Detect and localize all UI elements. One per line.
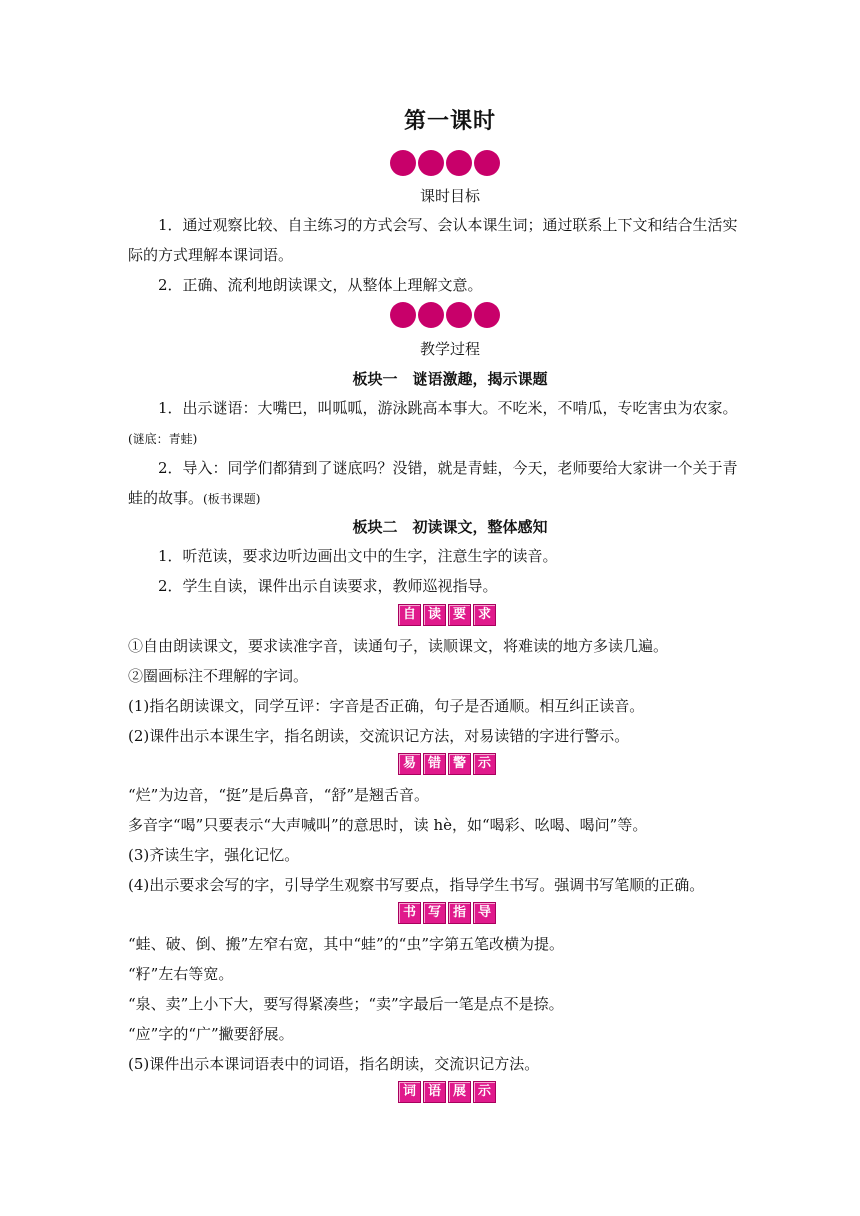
tag-char: 警 xyxy=(448,753,471,775)
goal-2: 2．正确、流利地朗读课文，从整体上理解文意。 xyxy=(158,276,483,294)
page-title: 第一课时 xyxy=(403,108,496,134)
step-2: (2)课件出示本课生字，指名朗读，交流识记方法，对易读错的字进行警示。 xyxy=(128,727,630,745)
writing-note-2: “籽”左右等宽。 xyxy=(128,965,234,983)
requirement-1: ①自由朗读课文，要求读准字音，读通句子，读顺课文，将难读的地方多读几遍。 xyxy=(128,637,669,655)
dot-icon xyxy=(474,302,500,328)
writing-note-3: “泉、卖”上小下大，要写得紧凑些；“卖”字最后一笔是点不是捺。 xyxy=(128,995,564,1013)
tag-char: 导 xyxy=(473,902,496,924)
tag-char: 语 xyxy=(423,1081,446,1103)
block2-paragraph-2: 2．学生自读，课件出示自读要求，教师巡视指导。 xyxy=(158,577,498,595)
decorative-dots xyxy=(390,146,502,180)
writing-note-1: “蛙、破、倒、搬”左窄右宽，其中“蛙”的“虫”字第五笔改横为提。 xyxy=(128,935,565,953)
intro-text: 2．导入：同学们都猜到了谜底吗？没错，就是青蛙，今天，老师要给大家讲一个关于青蛙的故事。 xyxy=(128,459,738,507)
tag-writing-guide xyxy=(398,902,496,924)
riddle-text: 1．出示谜语：大嘴巴，叫呱呱，游泳跳高本事大。不吃米，不啃瓜，专吃害虫为农家。 xyxy=(158,399,738,417)
goal-1: 1．通过观察比较、自主练习的方式会写、会认本课生词；通过联系上下文和结合生活实际的方式理解本课词语。 xyxy=(128,216,738,264)
tag-char: 展 xyxy=(448,1081,471,1103)
block1-heading: 板块一 谜语激趣，揭示课题 xyxy=(352,370,548,388)
tag-char: 自 xyxy=(398,604,421,626)
step-5: (5)课件出示本课词语表中的词语，指名朗读，交流识记方法。 xyxy=(128,1055,540,1073)
warning-2: 多音字“喝”只要表示“大声喊叫”的意思时，读 hè，如“喝彩、吆喝、喝问”等。 xyxy=(128,816,648,834)
dot-icon xyxy=(390,302,416,328)
tag-char: 错 xyxy=(423,753,446,775)
requirement-2: ②圈画标注不理解的字词。 xyxy=(128,667,309,685)
riddle-answer: (谜底：青蛙) xyxy=(128,432,198,446)
tag-char: 指 xyxy=(448,902,471,924)
tag-word-display xyxy=(398,1081,496,1103)
dot-icon xyxy=(474,150,500,176)
tag-char: 写 xyxy=(423,902,446,924)
block1-paragraph-1 xyxy=(128,393,748,454)
step-1: (1)指名朗读课文，同学互评：字音是否正确，句子是否通顺。相互纠正读音。 xyxy=(128,697,645,715)
tag-char: 书 xyxy=(398,902,421,924)
dot-icon xyxy=(446,150,472,176)
block2-paragraph-1: 1．听范读，要求边听边画出文中的生字，注意生字的读音。 xyxy=(158,547,558,565)
decorative-dots xyxy=(390,298,502,332)
section-heading-process: 教学过程 xyxy=(419,340,480,358)
block2-heading: 板块二 初读课文，整体感知 xyxy=(352,518,548,536)
tag-char: 示 xyxy=(473,1081,496,1103)
tag-char: 要 xyxy=(448,604,471,626)
dot-icon xyxy=(418,302,444,328)
block1-paragraph-2 xyxy=(128,453,748,514)
step-3: (3)齐读生字，强化记忆。 xyxy=(128,846,300,864)
dot-icon xyxy=(390,150,416,176)
dot-icon xyxy=(418,150,444,176)
warning-1: “烂”为边音，“挺”是后鼻音，“舒”是翘舌音。 xyxy=(128,786,430,804)
tag-char: 易 xyxy=(398,753,421,775)
dot-icon xyxy=(446,302,472,328)
tag-char: 读 xyxy=(423,604,446,626)
tag-self-reading xyxy=(398,604,496,626)
writing-note-4: “应”字的“广”撇要舒展。 xyxy=(128,1025,294,1043)
tag-char: 求 xyxy=(473,604,496,626)
tag-char: 词 xyxy=(398,1081,421,1103)
board-note: (板书课题) xyxy=(203,492,261,506)
tag-char: 示 xyxy=(473,753,496,775)
tag-error-warning xyxy=(398,753,496,775)
step-4: (4)出示要求会写的字，引导学生观察书写要点，指导学生书写。强调书写笔顺的正确。 xyxy=(128,876,705,894)
section-heading-goals: 课时目标 xyxy=(419,187,480,205)
